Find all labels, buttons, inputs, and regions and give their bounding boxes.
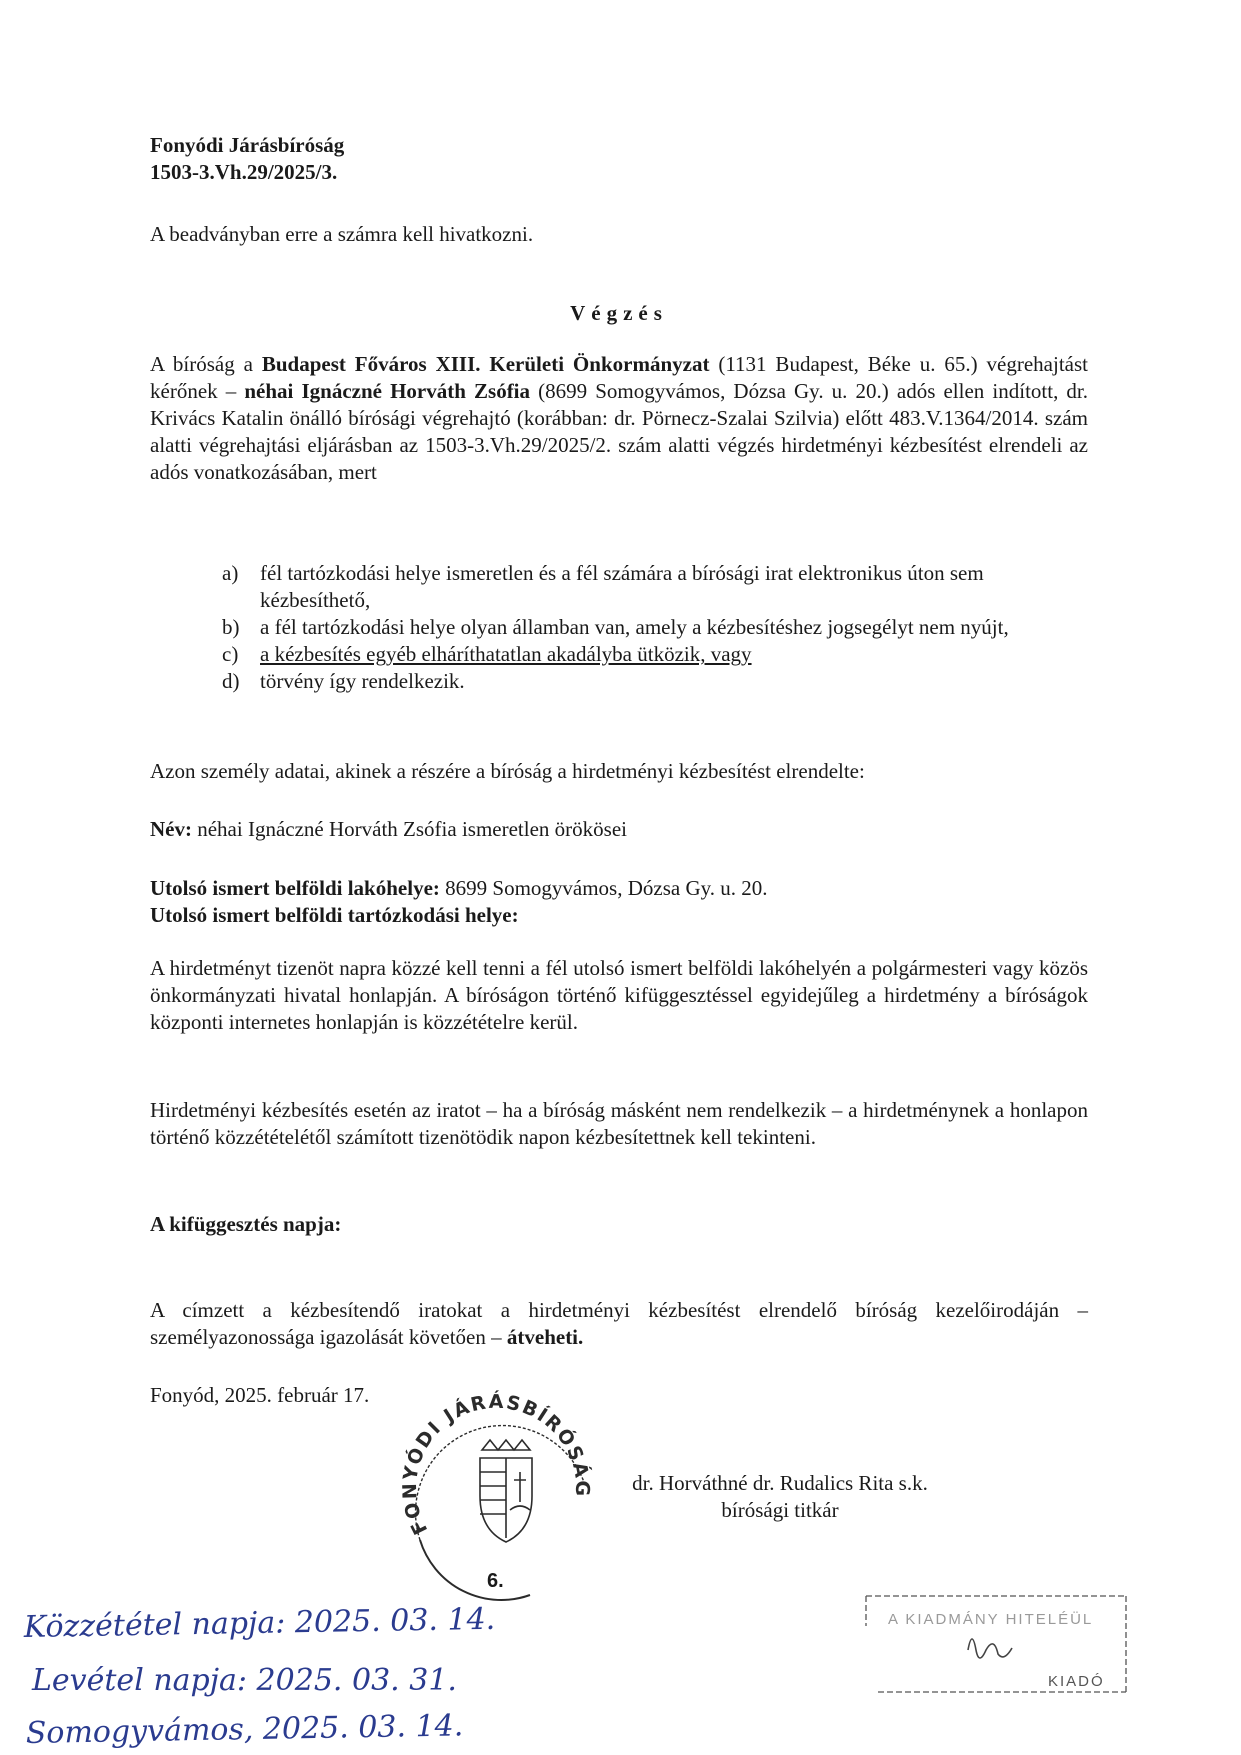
- name-line: [150, 816, 627, 843]
- body-rest: (8699 Somogyvámos, Dózsa Gy. u. 20.) adós ellen indított, dr. Krivács Katalin önálló bírósági végrehajtó (korábban: dr. Pörnecz-Szalai Szilvia) előtt 483.V.1364/2014. szám alatti végrehajtási eljárásban az 1503-3.Vh.29/2025/2. szám alatti végzés hirdetményi kézbesítést elrendeli az adós vonatkozásában, mert: [150, 379, 1089, 484]
- stamp-top-text: A KIADMÁNY HITELÉÜL: [888, 1611, 1094, 1628]
- list-marker: d): [222, 669, 240, 693]
- handwritten-line: Levétel napja: 2025. 03. 31.: [32, 1663, 457, 1698]
- seal-number: 6.: [487, 1570, 504, 1592]
- pickup-paragraph: [150, 1297, 1088, 1351]
- handwritten-notes: [14, 1595, 634, 1755]
- residence-line: [150, 875, 768, 902]
- person-intro: Azon személy adatai, akinek a részére a bíróság a hirdetményi kézbesítést elrendelte:: [150, 759, 865, 783]
- list-text: fél tartózkodási helye ismeretlen és a fél számára a bírósági irat elektronikus úton sem kézbesíthető,: [260, 561, 984, 612]
- delivery-paragraph: Hirdetményi kézbesítés esetén az iratot – ha a bíróság másként nem rendelkezik – a hirdetménynek a honlapon történő közzétételétől számított tizenötödik napon kézbesítettnek kell tekinteni.: [150, 1098, 1088, 1149]
- list-item: [222, 668, 1088, 695]
- pickup-text: A címzett a kézbesítendő iratokat a hirdetményi kézbesítést elrendelő bíróság kezelőirodáján – személyazonossága igazolását követően –: [150, 1298, 1088, 1349]
- body-intro: A bíróság a: [150, 352, 262, 376]
- body-creditor-address: (1131 Budapest, Béke u. 65.) végrehajtást kérőnek –: [150, 352, 1088, 403]
- list-marker: a): [222, 561, 239, 585]
- list-item: [222, 614, 1088, 641]
- handwritten-line: Közzététel napja: 2025. 03. 14.: [23, 1601, 496, 1645]
- signatory-role: bírósági titkár: [721, 1498, 839, 1522]
- signature-scribble-icon: [968, 1639, 1012, 1658]
- list-marker: b): [222, 615, 240, 639]
- ruling-body: [150, 351, 1088, 486]
- court-name: Fonyódi Járásbíróság: [150, 133, 345, 157]
- seal-text: FONYÓDI JÁRÁSBÍRÓSÁG: [398, 1390, 594, 1538]
- pickup-bold: átveheti.: [506, 1325, 584, 1349]
- case-number: 1503-3.Vh.29/2025/3.: [150, 160, 338, 184]
- creditor-name: Budapest Főváros XIII. Kerületi Önkormányzat: [261, 352, 710, 376]
- name-value: néhai Ignáczné Horváth Zsófia ismeretlen örökösei: [191, 817, 627, 841]
- court-header: [150, 132, 850, 186]
- residence-value: 8699 Somogyvámos, Dózsa Gy. u. 20.: [439, 876, 768, 900]
- name-label: Név:: [150, 817, 192, 841]
- debtor-name: néhai Ignáczné Horváth Zsófia: [244, 379, 531, 403]
- list-item: [222, 560, 1088, 614]
- list-text: törvény így rendelkezik.: [260, 669, 465, 693]
- issuance-stamp: [858, 1590, 1143, 1700]
- publication-paragraph: A hirdetményt tizenöt napra közzé kell tenni a fél utolsó ismert belföldi lakóhelyén a polgármesteri vagy közös önkormányzati hivatal honlapján. A bíróságon történő kifüggesztéssel egyidejűleg a hirdetmény a bíróságok központi internetes honlapján is közzétételre kerül.: [150, 956, 1088, 1034]
- stay-label: Utolsó ismert belföldi tartózkodási helye:: [150, 903, 519, 927]
- reasons-list: [222, 560, 1088, 695]
- list-text: a fél tartózkodási helye olyan államban van, amely a kézbesítéshez jogsegélyt nem nyújt,: [260, 615, 1009, 639]
- list-marker: c): [222, 642, 239, 666]
- signature-block: [560, 1470, 1000, 1524]
- reference-note: A beadványban erre a számra kell hivatkozni.: [150, 222, 534, 246]
- list-item: [222, 641, 1088, 668]
- date-place: Fonyód, 2025. február 17.: [150, 1383, 370, 1407]
- residence-label: Utolsó ismert belföldi lakóhelye:: [150, 876, 440, 900]
- document-title: Végzés: [570, 301, 668, 325]
- signatory-name: dr. Horváthné dr. Rudalics Rita s.k.: [632, 1471, 928, 1495]
- stamp-bottom-text: KIADÓ: [1048, 1673, 1105, 1690]
- handwritten-line: Somogyvámos, 2025. 03. 14.: [25, 1708, 464, 1751]
- list-text: a kézbesítés egyéb elháríthatatlan akadályba ütközik, vagy: [260, 642, 752, 666]
- coat-of-arms-icon: [480, 1440, 532, 1542]
- posting-day-label: A kifüggesztés napja:: [150, 1212, 342, 1236]
